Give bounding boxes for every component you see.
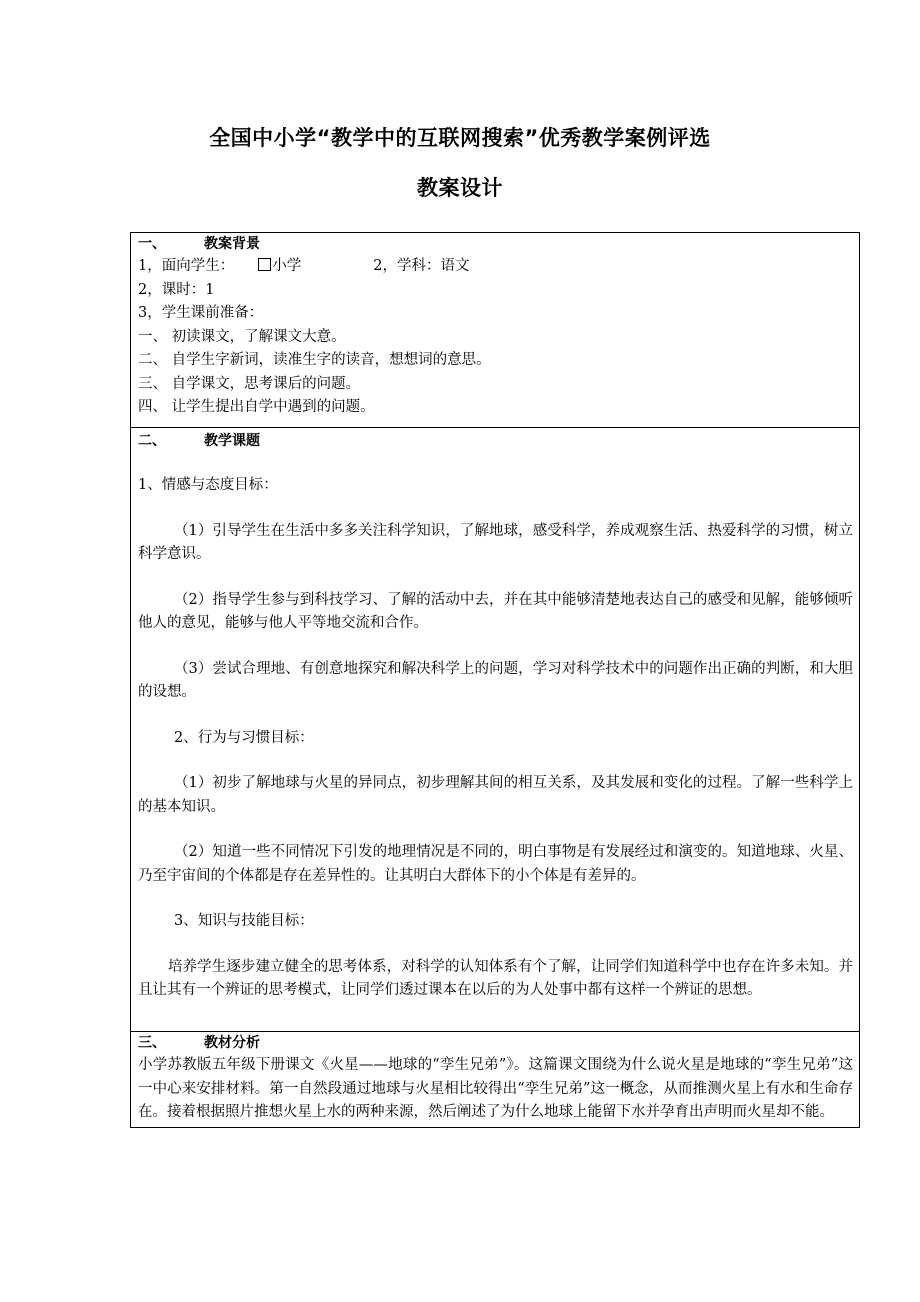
- prep-item: 二、 自学生字新词，读准生字的读音，想想词的意思。: [138, 352, 491, 368]
- prep-item: 四、 让学生提出自学中遇到的问题。: [138, 399, 375, 415]
- goal-item: （2）指导学生参与到科技学习、了解的活动中去，并在其中能够清楚地表达自己的感受和见解，能够倾听他人的意见，能够与他人平等地交流和合作。: [138, 591, 853, 631]
- hours-text: 2，课时：1: [138, 281, 215, 298]
- document-title: 全国中小学“教学中的互联网搜索”优秀教学案例评选: [209, 126, 711, 150]
- lesson-plan-table: [130, 232, 860, 1128]
- goal-item: （1）初步了解地球与火星的异同点，初步理解其间的相互关系，及其发展和变化的过程。了解一些科学上的基本知识。: [138, 775, 853, 815]
- prep-item: 三、 自学课文，思考课后的问题。: [138, 375, 361, 392]
- goal-title: 3、知识与技能目标：: [174, 913, 314, 929]
- section-heading: [138, 233, 853, 255]
- goal-title: 1、情感与态度目标：: [138, 477, 278, 493]
- section-number: 二、: [138, 433, 166, 449]
- goal-text: 培养学生逐步建立健全的思考体系，对科学的认知体系有个了解，让同学们知道科学中也存在许多未知。并且让其有一个辨证的思考模式，让同学们透过课本在以后的为人处事中都有这样一个辨证的思想。: [138, 958, 853, 998]
- students-value: 小学: [272, 258, 302, 274]
- students-row: [138, 255, 853, 279]
- section-title: 教材分析: [204, 1035, 260, 1051]
- section-title: 教案背景: [204, 236, 260, 252]
- subject-text: 2，学科：语文: [373, 258, 470, 274]
- prep-item: 一、 初读课文，了解课文大意。: [138, 328, 346, 345]
- section-number: 三、: [138, 1035, 166, 1051]
- section-material: [131, 1031, 859, 1127]
- section-title: 教学课题: [204, 433, 260, 449]
- document-subtitle: 教案设计: [417, 176, 503, 200]
- section-number: 一、: [138, 236, 166, 252]
- section-heading: [138, 1032, 853, 1054]
- section-heading: [138, 430, 853, 452]
- section-topic: [131, 427, 859, 1031]
- goal-item: （2）知道一些不同情况下引发的地理情况是不同的，明白事物是有发展经过和演变的。知道地球、火星、乃至宇宙间的个体都是存在差异性的。让其明白大群体下的小个体是有差异的。: [138, 844, 853, 884]
- goal-item: （3）尝试合理地、有创意地探究和解决科学上的问题，学习对科学技术中的问题作出正确的判断，和大胆的设想。: [138, 660, 853, 700]
- prep-label: 3，学生课前准备：: [138, 305, 264, 321]
- checkbox-icon: [258, 258, 271, 271]
- section-background: [131, 233, 859, 427]
- goal-item: （1）引导学生在生活中多多关注科学知识，了解地球，感受科学，养成观察生活、热爱科学的习惯，树立科学意识。: [138, 522, 853, 562]
- material-text: 小学苏教版五年级下册课文《火星——地球的“孪生兄弟”》。这篇课文围绕为什么说火星是地球的“孪生兄弟”这一中心来安排材料。第一自然段通过地球与火星相比较得出“孪生兄弟”这一概念，从而推测火星上有水和生命存在。接着根据照片推想火星上水的两种来源，然后阐述了为什么地球上能留下水并孕育出声明而火星却不能。: [138, 1057, 853, 1120]
- goal-title: 2、行为与习惯目标：: [174, 729, 314, 746]
- students-label: 1，面向学生：: [138, 258, 235, 274]
